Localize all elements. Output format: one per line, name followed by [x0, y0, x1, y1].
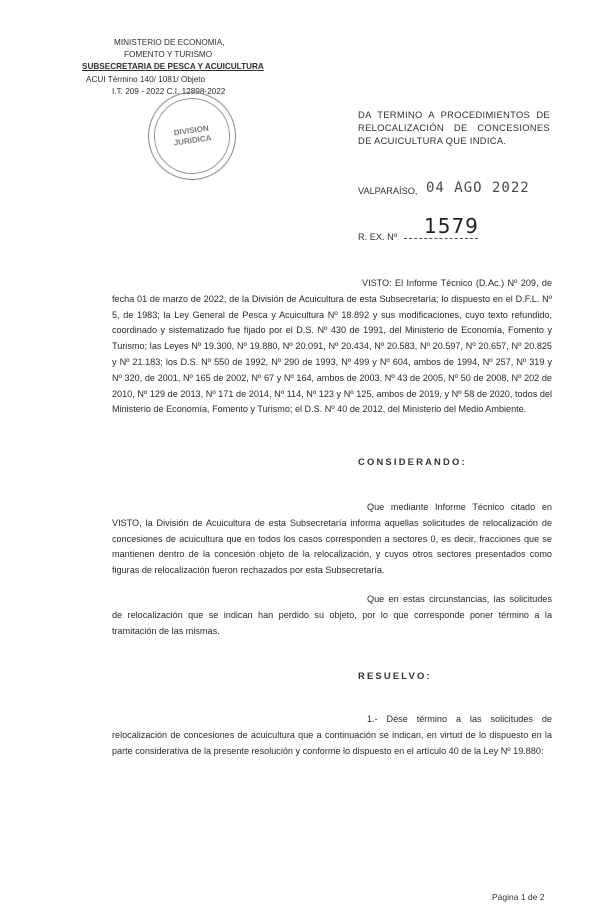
ministry-line-1: MINISTERIO DE ECONOMIA, — [114, 38, 225, 47]
file-reference-line: ACUI Término 140/ 1081/ Objeto — [86, 75, 206, 84]
resuelvo-heading: RESUELVO: — [358, 670, 432, 681]
report-reference-line: I.T. 209 - 2022 C.I. 12898-2022 — [112, 87, 226, 96]
page-number: Página 1 de 2 — [492, 892, 545, 902]
stamp-line-1: DIVISION — [173, 123, 210, 138]
resolution-number: 1579 — [424, 214, 479, 238]
ministry-line-2: FOMENTO Y TURISMO — [124, 50, 213, 59]
subsecretaria-line: SUBSECRETARIA DE PESCA Y ACUICULTURA — [82, 62, 264, 71]
considerando-heading: CONSIDERANDO: — [358, 456, 467, 467]
division-juridica-stamp — [142, 86, 241, 185]
resolution-number-line — [404, 238, 478, 239]
resolution-label: R. EX. Nº — [358, 232, 398, 242]
resuelvo-paragraph-1: 1.- Dése término a las solicitudes de relocalización de concesiones de acuicultura que a continuación se indican, en virtud de lo dispuesto en la parte considerativa de la presente resolución y conforme lo dispuesto en el artículo 40 de la Ley Nº 19.880: — [112, 714, 552, 756]
stamp-line-2: JURIDICA — [173, 133, 212, 148]
date-stamp: 04 AGO 2022 — [426, 180, 530, 196]
date-place: VALPARAÍSO, — [358, 186, 418, 196]
document-subject: DA TERMINO A PROCEDIMIENTOS DE RELOCALIZACIÓN DE CONCESIONES DE ACUICULTURA QUE INDICA. — [358, 109, 550, 146]
considerando-paragraph-1: Que mediante Informe Técnico citado en VISTO, la División de Acuicultura de esta Subsecretaría informa aquellas solicitudes de relocalización de concesiones de acuicultura que en todos los casos corresponden a sectores 0, es decir, fracciones que se mantienen dentro de la concesión objeto de la relocalización, y cuyos otros sectores presentados como figuras de relocalización fueron rechazados por esta Subsecretaría. — [112, 502, 552, 576]
visto-paragraph: VISTO: El Informe Técnico (D.Ac.) Nº 209, de fecha 01 de marzo de 2022, de la División de Acuicultura de esta Subsecretaría; lo dispuesto en el D.F.L. Nº 5, de 1983; la Ley General de Pesca y Acuicultura Nº 18.892 y sus modificaciones, cuyo texto refundido, coordinado y sistematizado fue fijado por el D.S. Nº 430 de 1991, del Ministerio de Economía, Fomento y Turismo; las Leyes Nº 19.300, Nº 19.880, Nº 20.091, Nº 20.434, Nº 20.583, Nº 20.597, Nº 20.657, Nº 20.825 y Nº 21.183; los D.S. Nº 550 de 1992, Nº 290 de 1993, Nº 499 y Nº 604, ambos de 1994, Nº 257, Nº 319 y Nº 320, de 2001, Nº 165 de 2002, Nº 67 y Nº 164, ambos de 2003, Nº 43 de 2005, Nº 50 de 2008, Nº 202 de 2010, Nº 129 de 2013, Nº 171 de 2014, Nº 114, Nº 123 y Nº 125, ambos de 2019, y Nº 58 de 2020, todos del Ministerio de Economía, Fomento y Turismo; el D.S. Nº 40 de 2012, del Ministerio del Medio Ambiente. — [112, 278, 552, 415]
considerando-paragraph-2: Que en estas circunstancias, las solicitudes de relocalización que se indican han perdido su objeto, por lo que corresponde poner término a la tramitación de las mismas. — [112, 594, 552, 636]
